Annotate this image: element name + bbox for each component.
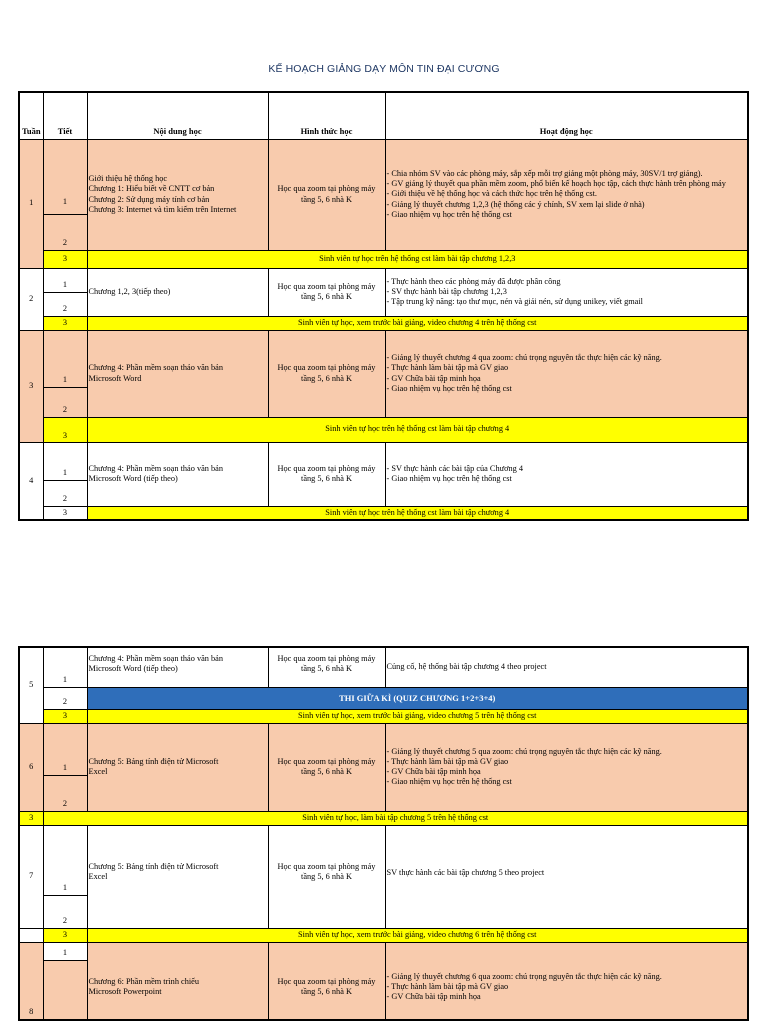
period-number: 3	[43, 250, 87, 268]
learning-format: Học qua zoom tại phòng máy tầng 5, 6 nhà K	[268, 723, 385, 811]
period-number: 2	[43, 687, 87, 709]
activity-line: - GV Chữa bài tập minh họa	[386, 373, 481, 383]
period-number: 2	[43, 775, 87, 811]
self-study-note: Sinh viên tự học, xem trước bài giảng, video chương 5 trên hệ thống cst	[87, 709, 748, 723]
week-number: 8	[19, 942, 43, 1020]
header-hoat-dong: Hoạt động học	[385, 92, 748, 139]
period-cell	[43, 960, 87, 1020]
period-number: 1	[43, 442, 87, 480]
content-line: Chương 5: Bảng tính điện tử Microsoft	[88, 861, 219, 871]
activities	[385, 139, 748, 250]
table-row	[19, 811, 748, 825]
content-line: Microsoft Word	[88, 373, 142, 383]
week-number: 4	[19, 442, 43, 520]
activity-line: - GV Chữa bài tập minh họa	[386, 991, 481, 1001]
table-row	[19, 268, 748, 292]
activity-line: - Chia nhóm SV vào các phòng máy, sắp xếp mỗi trợ giảng một phòng máy, 30SV/1 trợ giảng).	[386, 169, 703, 179]
activities: SV thực hành các bài tập chương 5 theo project	[385, 825, 748, 928]
table-row	[19, 825, 748, 895]
period-number: 1	[43, 723, 87, 775]
activities	[385, 723, 748, 811]
content-line: Chương 4: Phần mềm soạn thảo văn bản	[88, 654, 223, 663]
midterm-exam-banner: THI GIỮA KÌ (QUIZ CHƯƠNG 1+2+3+4)	[87, 687, 748, 709]
lesson-content	[87, 442, 268, 506]
period-number: 1	[43, 268, 87, 292]
period-number: 1	[43, 139, 87, 214]
activity-line: - Giao nhiệm vụ học trên hệ thống cst	[386, 383, 512, 393]
header-hinh-thuc: Hình thức học	[268, 92, 385, 139]
lesson-content	[87, 647, 268, 687]
content-line: Chương 4: Phần mềm soạn thảo văn bản	[88, 363, 223, 373]
period-number: 2	[43, 387, 87, 417]
period-number: 3	[43, 417, 87, 442]
content-line: Chương 6: Phần mềm trình chiếu	[88, 976, 200, 986]
self-study-note: Sinh viên tự học trên hệ thống cst làm bài tập chương 1,2,3	[87, 250, 748, 268]
lesson-content	[87, 330, 268, 417]
content-line: Giới thiệu hệ thống học	[88, 174, 168, 184]
self-study-note: Sinh viên tự học, xem trước bài giảng, video chương 4 trên hệ thống cst	[87, 316, 748, 330]
learning-format: Học qua zoom tại phòng máy tầng 5, 6 nhà K	[268, 139, 385, 250]
activity-line: - Thực hành theo các phòng máy đã được phân công	[386, 276, 561, 286]
activity-line: - Giảng lý thuyết chương 6 qua zoom: chú trọng nguyên tắc thực hiện các kỹ năng.	[386, 971, 662, 981]
table-row	[19, 139, 748, 214]
content-line: Chương 3: Internet và tìm kiếm trên Internet	[88, 204, 237, 214]
content-line: Excel	[88, 871, 108, 881]
period-number: 3	[43, 709, 87, 723]
period-number: 2	[43, 480, 87, 506]
week-number: 1	[19, 139, 43, 268]
lesson-content	[87, 942, 268, 1020]
lesson-content	[87, 723, 268, 811]
activities: Củng cố, hệ thống bài tập chương 4 theo project	[385, 647, 748, 687]
activity-line: - Giảng lý thuyết chương 1,2,3 (hệ thống các ý chính, SV xem lại slide ở nhà)	[386, 199, 645, 209]
activities	[385, 942, 748, 1020]
learning-format: Học qua zoom tại phòng máy tầng 5, 6 nhà K	[268, 825, 385, 928]
period-number: 3	[19, 811, 43, 825]
week-number: 3	[19, 330, 43, 442]
content-line: Chương 4: Phần mềm soạn thảo văn bản	[88, 463, 223, 473]
week-number: 6	[19, 723, 43, 811]
table-row	[19, 442, 748, 480]
self-study-note: Sinh viên tự học, làm bài tập chương 5 trên hệ thống cst	[43, 811, 748, 825]
content-line: Chương 2: Sử dụng máy tính cơ bản	[88, 194, 210, 204]
learning-format: Học qua zoom tại phòng máy tầng 5, 6 nhà K	[268, 442, 385, 506]
lesson-content: Chương 1,2, 3(tiếp theo)	[87, 268, 268, 316]
learning-format: Học qua zoom tại phòng máy tầng 5, 6 nhà K	[268, 268, 385, 316]
content-line: Excel	[88, 767, 108, 776]
period-number: 3	[43, 506, 87, 520]
header-tuan: Tuần	[19, 92, 43, 139]
activity-line: - Giao nhiệm vụ học trên hệ thống cst	[386, 209, 512, 219]
learning-format: Học qua zoom tại phòng máy tầng 5, 6 nhà K	[268, 647, 385, 687]
table-row	[19, 250, 748, 268]
table-header-row	[19, 92, 748, 139]
week-number: 2	[19, 268, 43, 330]
activity-line: - Giảng lý thuyết chương 4 qua zoom: chú trọng nguyên tắc thực hiện các kỹ năng.	[386, 353, 662, 363]
learning-format: Học qua zoom tại phòng máy tầng 5, 6 nhà K	[268, 942, 385, 1020]
table-row	[19, 417, 748, 442]
content-line: Microsoft Powerpoint	[88, 986, 162, 996]
period-number: 2	[43, 214, 87, 250]
schedule-table-part-2	[18, 646, 749, 1021]
activity-line: - Giới thiệu về hệ thống học và cách thức học trên hệ thống cst.	[386, 189, 597, 199]
content-line: Chương 5: Bảng tính điện tử Microsoft	[88, 756, 219, 766]
period-number: 3	[43, 928, 87, 942]
table-row	[19, 928, 748, 942]
schedule-table-part-1	[18, 91, 749, 521]
table-row	[19, 709, 748, 723]
activity-line: - Thực hành làm bài tập mà GV giao	[386, 363, 509, 373]
activity-line: - GV Chữa bài tập minh họa	[386, 767, 481, 776]
table-row	[19, 316, 748, 330]
activity-line: - SV thực hành bài tập chương 1,2,3	[386, 286, 507, 296]
content-line: Chương 1: Hiểu biết về CNTT cơ bản	[88, 184, 215, 194]
activity-line: - SV thực hành các bài tập của Chương 4	[386, 463, 523, 473]
table-row	[19, 942, 748, 960]
activity-line: - Thực hành làm bài tập mà GV giao	[386, 756, 509, 766]
table-row	[19, 647, 748, 687]
activity-line: - Giao nhiệm vụ học trên hệ thống cst	[386, 777, 512, 787]
page-title: KẾ HOẠCH GIẢNG DẠY MÔN TIN ĐẠI CƯƠNG	[268, 63, 500, 75]
self-study-note: Sinh viên tự học, xem trước bài giảng, video chương 6 trên hệ thống cst	[87, 928, 748, 942]
content-line: Microsoft Word (tiếp theo)	[88, 664, 178, 674]
activities	[385, 442, 748, 506]
activities	[385, 330, 748, 417]
table-row	[19, 687, 748, 709]
learning-format: Học qua zoom tại phòng máy tầng 5, 6 nhà K	[268, 330, 385, 417]
table-row	[19, 330, 748, 387]
period-number: 3	[43, 316, 87, 330]
header-tiet: Tiết	[43, 92, 87, 139]
activity-line: - Giảng lý thuyết chương 5 qua zoom: chú trọng nguyên tắc thực hiện các kỹ năng.	[386, 746, 662, 756]
period-number: 1	[43, 647, 87, 687]
activity-line: - Giao nhiệm vụ học trên hệ thống cst	[386, 474, 512, 483]
period-number: 1	[43, 330, 87, 387]
activity-line: - Tập trung kỹ năng: tạo thư mục, nén và giải nén, sử dụng unikey, viết gmail	[386, 297, 643, 307]
self-study-note: Sinh viên tự học trên hệ thống cst làm bài tập chương 4	[87, 417, 748, 442]
header-noi-dung: Nội dung học	[87, 92, 268, 139]
activity-line: - GV giảng lý thuyết qua phần mềm zoom, phổ biến kế hoạch học tập, cách thực hành trên phòng máy	[386, 179, 726, 189]
period-number: 2	[43, 292, 87, 316]
table-row	[19, 506, 748, 520]
week-number: 7	[19, 825, 43, 928]
table-row	[19, 723, 748, 775]
period-number: 1	[43, 825, 87, 895]
lesson-content	[87, 139, 268, 250]
activity-line: - Thực hành làm bài tập mà GV giao	[386, 981, 509, 991]
period-number: 1	[43, 942, 87, 960]
period-number: 2	[43, 895, 87, 928]
content-line: Microsoft Word (tiếp theo)	[88, 474, 178, 483]
week-number: 5	[19, 647, 43, 723]
lesson-content	[87, 825, 268, 928]
self-study-note: Sinh viên tự học trên hệ thống cst làm bài tập chương 4	[87, 506, 748, 520]
activities	[385, 268, 748, 316]
